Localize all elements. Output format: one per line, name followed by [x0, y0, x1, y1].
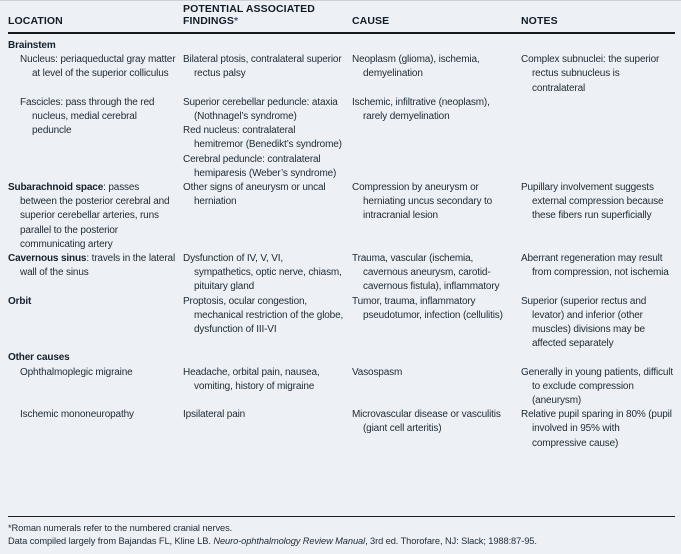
- notes-text: Pupillary involvement suggests external compression because these fibers run superficially: [521, 182, 664, 222]
- column-header-location: LOCATION: [8, 14, 63, 27]
- notes-cell: [521, 252, 675, 295]
- cause-cell: [352, 295, 521, 352]
- location-text: Fascicles: pass through the red nucleus, medial cerebral peduncle: [20, 96, 155, 137]
- location-text: [8, 295, 177, 309]
- location-text: Cavernous sinus: travels in the lateral wall of the sinus: [8, 253, 176, 279]
- table-body: [8, 34, 675, 451]
- footnote-source-title: Neuro-ophthalmology Review Manual: [213, 535, 366, 546]
- notes-text: Superior (superior rectus and levator) and inferior (other muscles) divisions may be affected separately: [521, 295, 647, 350]
- footnote-asterisk-marker: *: [233, 14, 239, 27]
- footnote-source-prefix: Data compiled largely from Bajandas FL, Kline LB.: [8, 535, 214, 546]
- findings-text: Other signs of aneurysm or uncal herniation: [183, 182, 326, 208]
- findings-cell: [183, 53, 352, 96]
- findings-text: Proptosis, ocular congestion, mechanical restriction of the globe, dysfunction of III-VI: [183, 295, 344, 336]
- findings-text: Superior cerebellar peduncle: ataxia (Nothnagel’s syndrome): [183, 96, 338, 123]
- findings-cell: [183, 366, 352, 409]
- location-text: Subarachnoid space: passes between the posterior cerebral and superior cerebellar arteries, runs parallel to the posterior communicating artery: [8, 182, 170, 250]
- cause-cell: [352, 53, 521, 96]
- notes-cell: [521, 295, 675, 352]
- location-cell: [8, 366, 183, 409]
- findings-cell: [183, 408, 352, 451]
- findings-cell: [183, 295, 352, 352]
- location-cell: [8, 53, 183, 96]
- location-text: Ophthalmoplegic migraine: [20, 366, 133, 378]
- footnote-cranial-nerves: *Roman numerals refer to the numbered cranial nerves.: [8, 523, 233, 533]
- location-term: Orbit: [8, 295, 32, 307]
- cause-text: Compression by aneurysm or herniating uncus secondary to intracranial lesion: [352, 182, 493, 222]
- location-cell: [8, 295, 183, 352]
- cause-text: Microvascular disease or vasculitis (giant cell arteritis): [352, 409, 501, 435]
- location-term: Cavernous sinus: [8, 253, 87, 265]
- table-row: [8, 295, 675, 352]
- footer-rule: [8, 516, 675, 517]
- cause-text: Vasospasm: [352, 366, 403, 378]
- column-header-findings: [183, 4, 352, 27]
- notes-cell: [521, 181, 675, 252]
- table-row: [8, 53, 675, 96]
- section-heading: Brainstem: [8, 40, 56, 51]
- location-cell: [8, 252, 183, 295]
- findings-text: Red nucleus: contralateral hemitremor (Benedikt’s syndrome): [183, 125, 342, 151]
- notes-cell: [521, 96, 675, 181]
- table-row: [8, 252, 675, 295]
- location-cell: [8, 181, 183, 252]
- table-row: [8, 408, 675, 451]
- location-text: Nucleus: periaqueductal gray matter at level of the superior colliculus: [20, 54, 176, 80]
- findings-text: Headache, orbital pain, nausea, vomiting, history of migraine: [183, 366, 320, 392]
- table-header-row: [8, 4, 675, 34]
- column-header-notes: NOTES: [521, 14, 558, 27]
- notes-cell: [521, 53, 675, 96]
- notes-text: Complex subnuclei: the superior rectus subnucleus is contralateral: [521, 54, 660, 94]
- cause-text: Ischemic, infiltrative (neoplasm), rarely demyelination: [352, 96, 490, 123]
- footnote-source: [8, 535, 675, 548]
- notes-cell: [521, 408, 675, 451]
- cause-text: Trauma, vascular (ischemia, cavernous aneurysm, carotid-cavernous fistula), inflammatory: [352, 253, 500, 293]
- notes-cell: [521, 366, 675, 409]
- cause-cell: [352, 408, 521, 451]
- findings-cell: [183, 96, 352, 181]
- table-row: [8, 181, 675, 252]
- cause-cell: [352, 252, 521, 295]
- table-row: [8, 96, 675, 181]
- footnote-source-suffix: , 3rd ed. Thorofare, NJ: Slack; 1988:87-95.: [365, 535, 537, 546]
- notes-text: Generally in young patients, difficult to exclude compression (aneurysm): [521, 366, 673, 407]
- location-term: Subarachnoid space: [8, 182, 104, 194]
- notes-text: Aberrant regeneration may result from compression, not ischemia: [521, 253, 669, 279]
- location-cell: [8, 408, 183, 451]
- table-row: [8, 366, 675, 409]
- cause-text: Neoplasm (glioma), ischemia, demyelination: [352, 54, 480, 80]
- notes-text: Relative pupil sparing in 80% (pupil involved in 95% with compressive cause): [521, 409, 672, 449]
- location-cell: [8, 96, 183, 181]
- findings-text: Ipsilateral pain: [183, 409, 246, 421]
- section-heading: Other causes: [8, 352, 70, 364]
- cause-text: Tumor, trauma, inflammatory pseudotumor, infection (cellulitis): [352, 295, 503, 321]
- location-text: Ischemic mononeuropathy: [20, 409, 134, 421]
- findings-text: Cerebral peduncle: contralateral hemiparesis (Weber’s syndrome): [183, 153, 337, 179]
- findings-cell: [183, 252, 352, 295]
- column-header-findings-line1: POTENTIAL ASSOCIATED: [183, 3, 315, 15]
- cause-cell: [352, 366, 521, 409]
- column-header-findings-line2: FINDINGS: [183, 14, 234, 27]
- column-header-cause: CAUSE: [352, 14, 390, 27]
- table-footer: [8, 516, 675, 547]
- findings-text: Bilateral ptosis, contralateral superior rectus palsy: [183, 54, 342, 80]
- findings-cell: [183, 181, 352, 252]
- cause-cell: [352, 96, 521, 181]
- cause-cell: [352, 181, 521, 252]
- findings-text: Dysfunction of IV, V, VI, sympathetics, optic nerve, chiasm, pituitary gland: [183, 253, 342, 293]
